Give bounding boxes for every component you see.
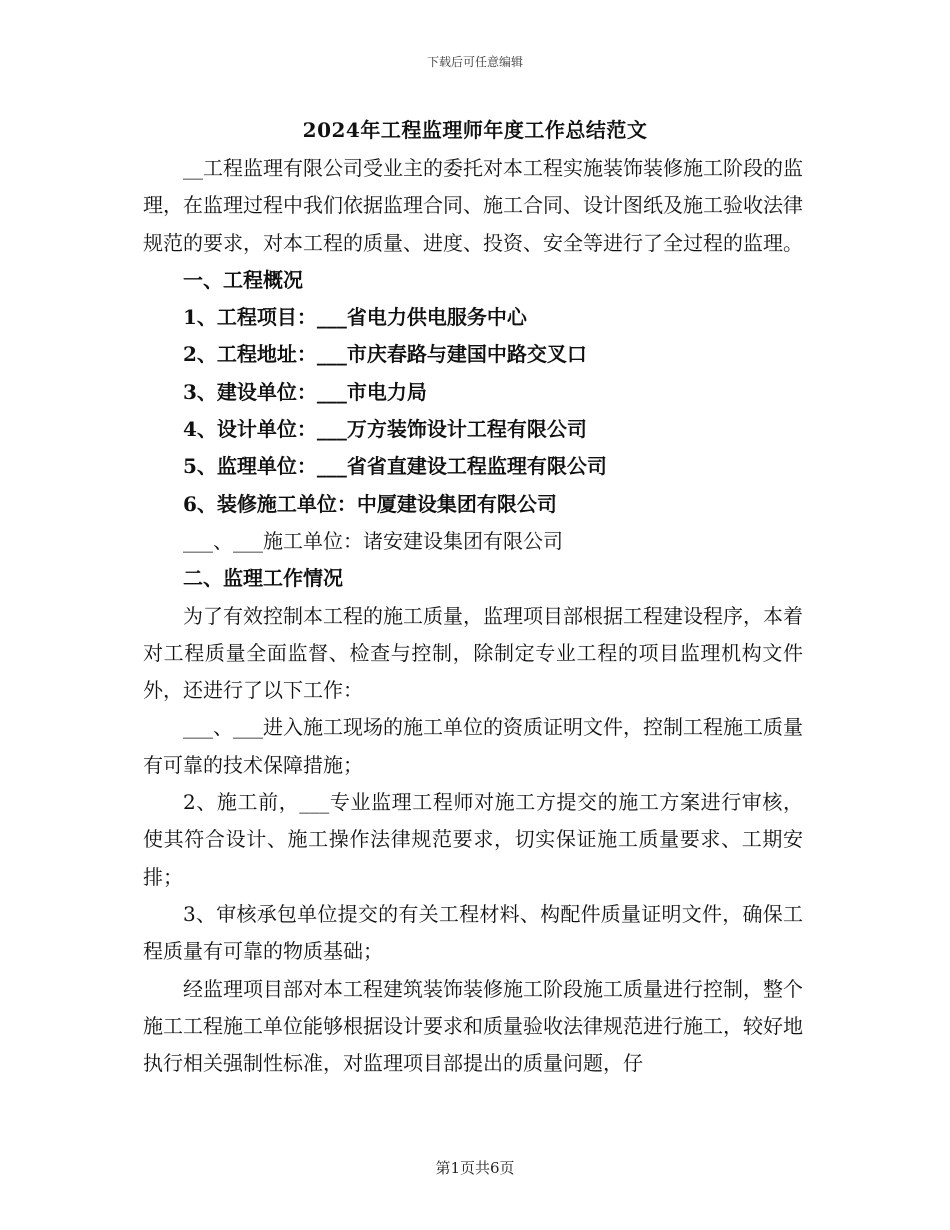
project-address: 2、工程地址：___市庆春路与建国中路交叉口	[183, 342, 587, 367]
paragraph: __工程监理有限公司受业主的委托对本工程实施装饰装修施工阶段的监理，在监理过程中我们依据监理合同、施工合同、设计图纸及施工验收法律规范的要求，对本工程的质量、进度、投资、安全等进行了全过程的监理。	[143, 156, 803, 255]
page-number: 第1页共6页	[435, 1159, 515, 1177]
section-heading: 一、工程概况	[183, 267, 303, 292]
section-heading: 二、监理工作情况	[183, 566, 343, 591]
paragraph: 3、审核承包单位提交的有关工程材料、构配件质量证明文件，确保工程质量有可靠的物质基础；	[143, 901, 803, 964]
decoration-contractor: 6、装修施工单位：中厦建设集团有限公司	[183, 491, 557, 516]
paragraph: 2、施工前，___专业监理工程师对施工方提交的施工方案进行审核，使其符合设计、施工操作法律规范要求，切实保证施工质量要求、工期安排；	[143, 790, 803, 889]
document-body	[143, 150, 803, 1082]
document-title: 2024年工程监理师年度工作总结范文	[302, 118, 648, 142]
design-unit: 4、设计单位：___万方装饰设计工程有限公司	[183, 417, 587, 442]
paragraph: ___、___进入施工现场的施工单位的资质证明文件，控制工程施工质量有可靠的技术保障措施；	[143, 715, 803, 777]
paragraph: 为了有效控制本工程的施工质量，监理项目部根据工程建设程序，本着对工程质量全面监督、检查与控制，除制定专业工程的项目监理机构文件外，还进行了以下工作：	[143, 603, 803, 703]
construction-unit: 3、建设单位：___市电力局	[183, 379, 427, 404]
paragraph: ___、___施工单位：诸安建设集团有限公司	[183, 528, 563, 553]
paragraph: 经监理项目部对本工程建筑装饰装修施工阶段施工质量进行控制，整个施工工程施工单位能够根据设计要求和质量验收法律规范进行施工，较好地执行相关强制性标准，对监理项目部提出的质量问题，仔	[143, 976, 803, 1076]
project-item: 1、工程项目：___省电力供电服务中心	[183, 305, 527, 330]
supervision-unit: 5、监理单位：___省省直建设工程监理有限公司	[183, 454, 607, 479]
page-header-note: 下载后可任意编辑	[426, 55, 523, 69]
